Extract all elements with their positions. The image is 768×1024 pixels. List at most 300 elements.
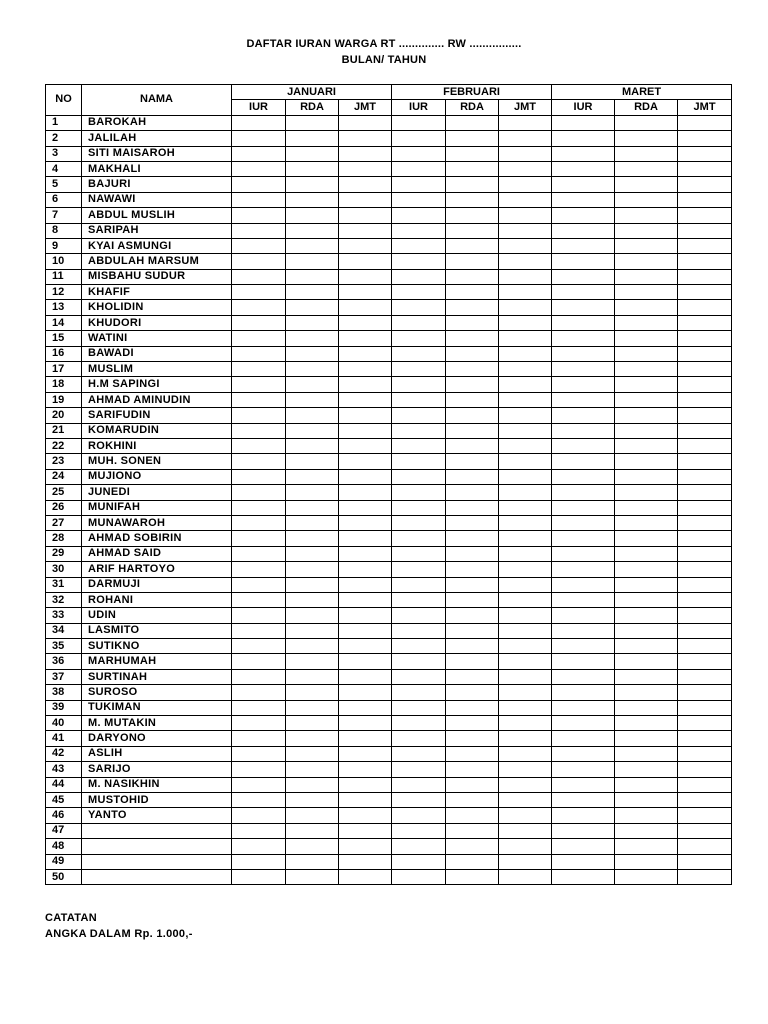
cell-empty [678, 469, 732, 484]
table-row [46, 254, 732, 269]
cell-empty [552, 777, 615, 792]
cell-empty [232, 331, 286, 346]
table-row [46, 269, 732, 284]
cell-empty [446, 192, 499, 207]
cell-empty [232, 485, 286, 500]
cell-empty [678, 485, 732, 500]
cell-empty [286, 592, 339, 607]
table-row [46, 839, 732, 854]
cell-empty [339, 731, 392, 746]
cell-nama: UDIN [82, 608, 232, 623]
cell-empty [446, 500, 499, 515]
cell-empty [232, 131, 286, 146]
cell-empty [286, 269, 339, 284]
cell-empty [615, 192, 678, 207]
cell-empty [339, 562, 392, 577]
cell-empty [446, 269, 499, 284]
cell-empty [232, 700, 286, 715]
cell-empty [392, 115, 446, 130]
cell-empty [392, 423, 446, 438]
cell-empty [286, 869, 339, 884]
cell-empty [499, 485, 552, 500]
cell-empty [678, 531, 732, 546]
dues-table [45, 84, 732, 885]
table-row [46, 454, 732, 469]
cell-nama [82, 869, 232, 884]
cell-nama: ARIF HARTOYO [82, 562, 232, 577]
cell-empty [286, 685, 339, 700]
cell-empty [232, 223, 286, 238]
cell-empty [615, 408, 678, 423]
cell-empty [339, 208, 392, 223]
cell-empty [339, 131, 392, 146]
cell-empty [615, 438, 678, 453]
cell-empty [446, 839, 499, 854]
cell-empty [552, 869, 615, 884]
table-row [46, 515, 732, 530]
col-header-rda: RDA [286, 100, 339, 115]
cell-nama: DARMUJI [82, 577, 232, 592]
cell-nama: JUNEDI [82, 485, 232, 500]
cell-empty [678, 161, 732, 176]
cell-empty [552, 454, 615, 469]
cell-nama [82, 854, 232, 869]
cell-empty [232, 285, 286, 300]
cell-empty [286, 608, 339, 623]
cell-no: 13 [46, 300, 82, 315]
cell-empty [286, 331, 339, 346]
cell-empty [232, 423, 286, 438]
cell-empty [339, 362, 392, 377]
table-row [46, 223, 732, 238]
col-header-no: NO [46, 85, 82, 116]
cell-empty [446, 377, 499, 392]
cell-empty [446, 808, 499, 823]
cell-empty [286, 454, 339, 469]
cell-empty [392, 454, 446, 469]
cell-empty [552, 515, 615, 530]
cell-empty [392, 300, 446, 315]
cell-empty [552, 208, 615, 223]
cell-empty [339, 438, 392, 453]
cell-no: 27 [46, 515, 82, 530]
cell-empty [232, 238, 286, 253]
cell-nama: LASMITO [82, 623, 232, 638]
cell-empty [552, 223, 615, 238]
cell-empty [339, 392, 392, 407]
cell-empty [286, 762, 339, 777]
cell-empty [392, 254, 446, 269]
cell-empty [392, 577, 446, 592]
table-row [46, 777, 732, 792]
cell-empty [392, 515, 446, 530]
cell-empty [678, 700, 732, 715]
cell-no: 39 [46, 700, 82, 715]
cell-empty [232, 854, 286, 869]
cell-empty [615, 208, 678, 223]
cell-no: 42 [46, 746, 82, 761]
cell-empty [339, 469, 392, 484]
cell-no: 28 [46, 531, 82, 546]
cell-empty [286, 285, 339, 300]
cell-empty [232, 146, 286, 161]
col-header-rda: RDA [615, 100, 678, 115]
table-row [46, 300, 732, 315]
cell-empty [499, 546, 552, 561]
cell-nama: KHUDORI [82, 315, 232, 330]
cell-empty [339, 408, 392, 423]
cell-empty [499, 823, 552, 838]
table-row [46, 438, 732, 453]
cell-no: 25 [46, 485, 82, 500]
cell-empty [232, 608, 286, 623]
cell-empty [678, 669, 732, 684]
cell-no: 37 [46, 669, 82, 684]
cell-empty [339, 685, 392, 700]
cell-empty [446, 592, 499, 607]
col-header-month-maret: MARET [552, 85, 732, 100]
cell-no: 43 [46, 762, 82, 777]
cell-empty [552, 485, 615, 500]
cell-empty [339, 777, 392, 792]
cell-empty [286, 531, 339, 546]
cell-empty [446, 623, 499, 638]
table-row [46, 746, 732, 761]
cell-empty [339, 823, 392, 838]
cell-empty [392, 592, 446, 607]
cell-empty [552, 654, 615, 669]
cell-empty [446, 469, 499, 484]
table-row [46, 577, 732, 592]
table-row [46, 146, 732, 161]
cell-empty [232, 546, 286, 561]
cell-empty [499, 408, 552, 423]
cell-no: 16 [46, 346, 82, 361]
notes-section [45, 910, 193, 942]
cell-empty [552, 669, 615, 684]
cell-empty [678, 654, 732, 669]
cell-nama: MISBAHU SUDUR [82, 269, 232, 284]
cell-no: 21 [46, 423, 82, 438]
cell-empty [615, 131, 678, 146]
cell-empty [446, 546, 499, 561]
cell-empty [339, 423, 392, 438]
cell-empty [232, 808, 286, 823]
cell-empty [552, 238, 615, 253]
cell-empty [339, 500, 392, 515]
cell-empty [499, 392, 552, 407]
cell-empty [615, 592, 678, 607]
table-row [46, 500, 732, 515]
cell-no: 34 [46, 623, 82, 638]
cell-nama: H.M SAPINGI [82, 377, 232, 392]
table-row [46, 639, 732, 654]
cell-empty [499, 269, 552, 284]
cell-empty [339, 146, 392, 161]
cell-empty [615, 223, 678, 238]
cell-no: 23 [46, 454, 82, 469]
cell-empty [446, 208, 499, 223]
cell-empty [286, 362, 339, 377]
cell-empty [678, 777, 732, 792]
cell-empty [446, 700, 499, 715]
cell-empty [615, 808, 678, 823]
cell-nama: BAWADI [82, 346, 232, 361]
cell-no: 24 [46, 469, 82, 484]
cell-empty [615, 731, 678, 746]
table-row [46, 685, 732, 700]
cell-empty [232, 454, 286, 469]
cell-empty [552, 161, 615, 176]
cell-empty [678, 746, 732, 761]
cell-nama: ABDUL MUSLIH [82, 208, 232, 223]
cell-empty [615, 792, 678, 807]
page-title: DAFTAR IURAN WARGA RT .............. RW ................ [246, 38, 522, 50]
cell-empty [446, 285, 499, 300]
cell-no: 11 [46, 269, 82, 284]
cell-empty [339, 331, 392, 346]
cell-empty [678, 792, 732, 807]
cell-empty [615, 577, 678, 592]
cell-empty [339, 315, 392, 330]
cell-no: 15 [46, 331, 82, 346]
cell-empty [232, 408, 286, 423]
col-header-nama: NAMA [82, 85, 232, 116]
cell-empty [232, 716, 286, 731]
cell-empty [678, 377, 732, 392]
cell-no: 49 [46, 854, 82, 869]
cell-nama: KOMARUDIN [82, 423, 232, 438]
cell-empty [286, 346, 339, 361]
cell-empty [615, 762, 678, 777]
cell-empty [678, 854, 732, 869]
cell-empty [499, 377, 552, 392]
cell-empty [232, 254, 286, 269]
cell-nama: TUKIMAN [82, 700, 232, 715]
cell-empty [615, 546, 678, 561]
table-row [46, 331, 732, 346]
cell-no: 45 [46, 792, 82, 807]
table-row [46, 346, 732, 361]
cell-empty [339, 608, 392, 623]
cell-nama: NAWAWI [82, 192, 232, 207]
cell-empty [499, 192, 552, 207]
cell-empty [552, 300, 615, 315]
cell-nama: M. NASIKHIN [82, 777, 232, 792]
cell-no: 19 [46, 392, 82, 407]
cell-empty [615, 746, 678, 761]
cell-empty [286, 731, 339, 746]
cell-empty [232, 623, 286, 638]
cell-empty [552, 346, 615, 361]
cell-empty [286, 777, 339, 792]
cell-nama: DARYONO [82, 731, 232, 746]
cell-empty [339, 762, 392, 777]
cell-empty [392, 346, 446, 361]
cell-empty [446, 577, 499, 592]
cell-empty [615, 869, 678, 884]
cell-nama: SITI MAISAROH [82, 146, 232, 161]
cell-empty [232, 592, 286, 607]
table-row [46, 208, 732, 223]
cell-empty [339, 177, 392, 192]
cell-empty [446, 392, 499, 407]
cell-empty [499, 515, 552, 530]
cell-empty [339, 115, 392, 130]
cell-empty [615, 854, 678, 869]
cell-empty [678, 300, 732, 315]
cell-empty [392, 777, 446, 792]
cell-empty [615, 254, 678, 269]
cell-empty [339, 792, 392, 807]
cell-empty [499, 346, 552, 361]
cell-nama: MAKHALI [82, 161, 232, 176]
cell-empty [552, 192, 615, 207]
cell-empty [499, 777, 552, 792]
cell-no: 38 [46, 685, 82, 700]
cell-empty [678, 546, 732, 561]
cell-empty [232, 438, 286, 453]
cell-empty [499, 639, 552, 654]
cell-nama: AHMAD SOBIRIN [82, 531, 232, 546]
cell-empty [552, 746, 615, 761]
cell-no: 35 [46, 639, 82, 654]
cell-nama: WATINI [82, 331, 232, 346]
cell-empty [286, 854, 339, 869]
cell-no: 26 [46, 500, 82, 515]
cell-empty [615, 454, 678, 469]
table-row [46, 808, 732, 823]
cell-nama [82, 823, 232, 838]
cell-empty [552, 315, 615, 330]
cell-empty [446, 716, 499, 731]
cell-empty [232, 115, 286, 130]
cell-empty [232, 869, 286, 884]
cell-empty [392, 131, 446, 146]
table-row [46, 669, 732, 684]
table-row [46, 285, 732, 300]
cell-empty [678, 331, 732, 346]
cell-empty [615, 469, 678, 484]
table-row [46, 562, 732, 577]
cell-empty [392, 654, 446, 669]
cell-empty [392, 808, 446, 823]
cell-empty [446, 777, 499, 792]
cell-empty [499, 423, 552, 438]
cell-empty [499, 685, 552, 700]
cell-empty [615, 777, 678, 792]
cell-empty [552, 623, 615, 638]
cell-empty [499, 469, 552, 484]
cell-empty [392, 269, 446, 284]
cell-empty [552, 500, 615, 515]
cell-empty [339, 592, 392, 607]
cell-empty [232, 177, 286, 192]
table-row [46, 854, 732, 869]
col-header-iur: IUR [552, 100, 615, 115]
cell-empty [232, 823, 286, 838]
cell-empty [232, 362, 286, 377]
cell-empty [339, 485, 392, 500]
cell-empty [552, 792, 615, 807]
cell-empty [232, 469, 286, 484]
cell-empty [678, 223, 732, 238]
cell-empty [392, 639, 446, 654]
cell-no: 18 [46, 377, 82, 392]
cell-no: 1 [46, 115, 82, 130]
col-header-jmt: JMT [499, 100, 552, 115]
cell-nama: KHAFIF [82, 285, 232, 300]
cell-empty [232, 654, 286, 669]
cell-empty [446, 362, 499, 377]
cell-empty [392, 146, 446, 161]
cell-empty [392, 485, 446, 500]
cell-empty [615, 269, 678, 284]
cell-empty [392, 161, 446, 176]
cell-empty [392, 331, 446, 346]
cell-empty [499, 131, 552, 146]
cell-empty [392, 669, 446, 684]
table-row [46, 823, 732, 838]
table-row [46, 115, 732, 130]
cell-empty [446, 823, 499, 838]
table-row [46, 485, 732, 500]
cell-empty [678, 808, 732, 823]
cell-empty [286, 485, 339, 500]
cell-empty [446, 454, 499, 469]
table-row [46, 469, 732, 484]
cell-empty [286, 515, 339, 530]
cell-empty [286, 392, 339, 407]
cell-empty [392, 546, 446, 561]
cell-empty [499, 531, 552, 546]
cell-empty [552, 146, 615, 161]
cell-empty [678, 315, 732, 330]
cell-nama: ROHANI [82, 592, 232, 607]
cell-empty [232, 577, 286, 592]
cell-no: 6 [46, 192, 82, 207]
cell-empty [446, 315, 499, 330]
cell-empty [678, 254, 732, 269]
table-row [46, 623, 732, 638]
cell-empty [339, 639, 392, 654]
cell-empty [499, 238, 552, 253]
cell-empty [678, 408, 732, 423]
cell-empty [499, 716, 552, 731]
cell-empty [286, 161, 339, 176]
cell-empty [286, 469, 339, 484]
cell-empty [286, 423, 339, 438]
cell-empty [339, 192, 392, 207]
cell-empty [615, 639, 678, 654]
cell-no: 50 [46, 869, 82, 884]
cell-empty [552, 423, 615, 438]
cell-empty [615, 500, 678, 515]
cell-nama: BAROKAH [82, 115, 232, 130]
cell-empty [615, 177, 678, 192]
cell-empty [552, 362, 615, 377]
cell-empty [339, 269, 392, 284]
cell-empty [678, 869, 732, 884]
cell-empty [678, 269, 732, 284]
cell-empty [232, 762, 286, 777]
cell-empty [286, 654, 339, 669]
cell-empty [615, 300, 678, 315]
cell-empty [446, 254, 499, 269]
cell-empty [552, 285, 615, 300]
cell-empty [232, 562, 286, 577]
cell-no: 44 [46, 777, 82, 792]
